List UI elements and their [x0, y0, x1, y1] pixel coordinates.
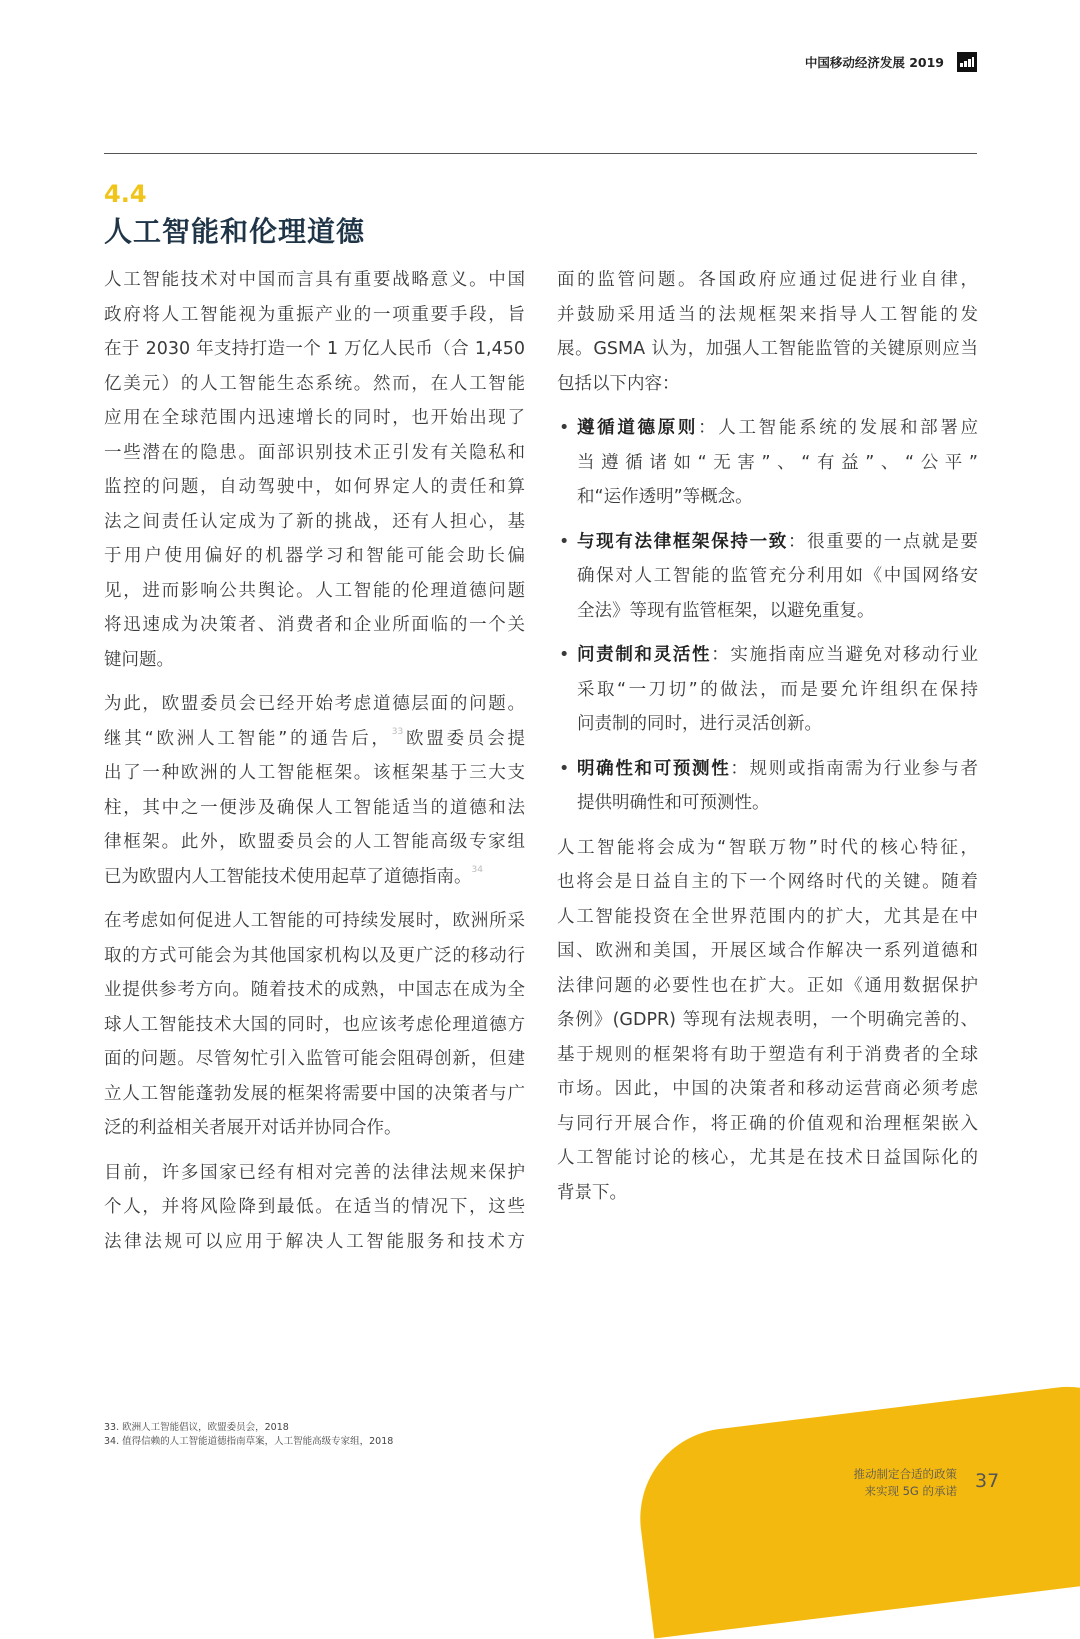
- text-line: [104, 860, 525, 895]
- text-segment: 继其“欧洲人工智能”的通告后，: [104, 728, 392, 749]
- bullet-icon: •: [559, 645, 570, 665]
- footnote: 33. 欧洲人工智能倡议，欧盟委员会，2018: [104, 1422, 289, 1433]
- text-line: 键问题。: [104, 649, 174, 670]
- text-line: 亿美元）的人工智能生态系统。然而，在人工智能: [104, 373, 525, 394]
- bullet-title: 遵循道德原则: [577, 418, 699, 438]
- text-line: 一些潜在的隐患。面部识别技术正引发有关隐私和: [104, 442, 525, 463]
- text-line: [577, 411, 978, 446]
- text-line: 于用户使用偏好的机器学习和智能可能会助长偏: [104, 546, 525, 566]
- left-column: [104, 263, 525, 1269]
- text-line: 国、欧洲和美国，开展区域合作解决一系列道德和: [557, 941, 978, 961]
- text-line: [104, 722, 525, 757]
- bullet-icon: •: [559, 531, 570, 552]
- text-line: 人工智能将会成为“智联万物”时代的核心特征，: [557, 837, 978, 858]
- text-line: 也将会是日益自主的下一个网络时代的关键。随着: [557, 872, 978, 892]
- text-line: 柱，其中之一便涉及确保人工智能适当的道德和法: [104, 797, 525, 818]
- text-line: 律框架。此外，欧盟委员会的人工智能高级专家组: [104, 832, 525, 852]
- bullet-icon: •: [559, 418, 570, 438]
- section-number: 4.4: [104, 180, 147, 208]
- bullet-icon: •: [559, 758, 570, 779]
- text-line: 球人工智能技术大国的同时，也应该考虑伦理道德方: [104, 1014, 525, 1035]
- text-line: 条例》(GDPR) 等现有法规表明，一个明确完善的、: [557, 1010, 978, 1030]
- header-divider: [104, 153, 977, 154]
- section-title: 人工智能和伦理道德: [104, 215, 366, 248]
- text-line: 展。GSMA 认为，加强人工智能监管的关键原则应当: [557, 339, 978, 359]
- text-line: [577, 707, 978, 742]
- text-line: 法律问题的必要性也在扩大。正如《通用数据保护: [557, 975, 978, 996]
- text-line: [577, 594, 978, 629]
- text-line: [577, 525, 978, 560]
- text-line: 出了一种欧洲的人工智能框架。该框架基于三大支: [104, 763, 525, 783]
- text-segment: ：规则或指南需为行业参与者: [730, 758, 979, 779]
- gsma-logo-icon: [957, 52, 977, 72]
- footnote: 34. 值得信赖的人工智能道德指南草案，人工智能高级专家组，2018: [104, 1436, 394, 1447]
- text-line: 在考虑如何促进人工智能的可持续发展时，欧洲所采: [104, 911, 525, 931]
- bullet-item: [557, 411, 978, 515]
- bullet-title: 明确性和可预测性: [577, 758, 731, 779]
- text-segment: 当遵循诸如“无害”、“有益”、“公平”: [577, 452, 978, 473]
- text-line: 并鼓励采用适当的法规框架来指导人工智能的发: [557, 304, 978, 325]
- text-segment: 已为欧盟内人工智能技术使用起草了道德指南。: [104, 866, 472, 887]
- text-segment: 提供明确性和可预测性。: [577, 793, 770, 813]
- text-line: 面的监管问题。各国政府应通过促进行业自律，: [557, 270, 978, 290]
- text-line: 面的问题。尽管匆忙引入监管可能会阻碍创新，但建: [104, 1049, 525, 1069]
- paragraph: [104, 263, 525, 677]
- text-line: 人工智能技术对中国而言具有重要战略意义。中国: [104, 270, 525, 290]
- text-line: [577, 480, 978, 515]
- text-line: [577, 786, 978, 821]
- page-number: 37: [975, 1470, 1000, 1492]
- text-line: 业提供参考方向。随着技术的成熟，中国志在成为全: [104, 980, 525, 1000]
- footnote-ref: 33: [391, 726, 404, 737]
- text-line: 法律法规可以应用于解决人工智能服务和技术方: [104, 1231, 525, 1252]
- bullet-title: 问责制和灵活性: [577, 645, 712, 665]
- text-line: 目前，许多国家已经有相对完善的法律法规来保护: [104, 1162, 525, 1183]
- text-line: [577, 673, 978, 708]
- bullet-item: [557, 638, 978, 742]
- bullet-item: [557, 752, 978, 821]
- text-line: [577, 446, 978, 481]
- text-line: [577, 752, 978, 787]
- text-segment: 全法》等现有监管框架，以避免重复。: [577, 600, 875, 621]
- text-line: 监控的问题，自动驾驶中，如何界定人的责任和算: [104, 477, 525, 497]
- text-segment: ：人工智能系统的发展和部署应: [698, 418, 979, 438]
- paragraph: [104, 904, 525, 1146]
- text-line: 基于规则的框架将有助于塑造有利于消费者的全球: [557, 1044, 978, 1065]
- text-line: [577, 638, 978, 673]
- text-segment: 确保对人工智能的监管充分利用如《中国网络安: [577, 566, 978, 586]
- footer-line: 推动制定合适的政策: [853, 1467, 957, 1481]
- text-line: 政府将人工智能视为重振产业的一项重要手段，旨: [104, 304, 525, 325]
- paragraph: [557, 831, 978, 1211]
- text-line: 见，进而影响公共舆论。人工智能的伦理道德问题: [104, 580, 525, 601]
- text-line: [577, 559, 978, 594]
- text-segment: 采取“一刀切”的做法，而是要允许组织在保持: [577, 679, 978, 700]
- footnotes: [104, 1421, 393, 1449]
- text-segment: ：实施指南应当避免对移动行业: [711, 645, 979, 665]
- footer-accent-shape: [630, 1377, 1080, 1639]
- text-line: 应用在全球范围内迅速增长的同时，也开始出现了: [104, 408, 525, 428]
- running-header: 中国移动经济发展 2019: [804, 55, 944, 70]
- bullet-title: 与现有法律框架保持一致: [577, 531, 788, 552]
- text-segment: 欧盟委员会提: [403, 728, 526, 749]
- text-line: 将迅速成为决策者、消费者和企业所面临的一个关: [104, 615, 525, 635]
- text-line: 为此，欧盟委员会已经开始考虑道德层面的问题。: [104, 694, 525, 714]
- footer-line: 来实现 5G 的承诺: [864, 1484, 957, 1498]
- text-line: 人工智能讨论的核心，尤其是在技术日益国际化的: [557, 1148, 978, 1168]
- bullet-item: [557, 525, 978, 629]
- text-segment: 问责制的同时，进行灵活创新。: [577, 714, 822, 734]
- text-line: 在于 2030 年支持打造一个 1 万亿人民币（合 1,450: [104, 339, 525, 359]
- text-segment: ：很重要的一点就是要: [787, 531, 979, 552]
- text-line: 取的方式可能会为其他国家机构以及更广泛的移动行: [104, 945, 525, 966]
- text-line: 人工智能投资在全世界范围内的扩大，尤其是在中: [557, 906, 978, 927]
- text-line: 个人，并将风险降到最低。在适当的情况下，这些: [104, 1197, 525, 1217]
- text-line: 包括以下内容：: [557, 373, 680, 394]
- text-segment: 和“运作透明”等概念。: [577, 487, 753, 507]
- text-line: 立人工智能蓬勃发展的框架将需要中国的决策者与广: [104, 1083, 525, 1104]
- footer-chapter-title: [854, 1466, 958, 1500]
- text-line: 市场。因此，中国的决策者和移动运营商必须考虑: [557, 1079, 978, 1099]
- right-column: [557, 263, 978, 1220]
- paragraph: [104, 1156, 525, 1260]
- text-line: 法之间责任认定成为了新的挑战，还有人担心，基: [104, 511, 525, 532]
- text-line: 与同行开展合作，将正确的价值观和治理框架嵌入: [557, 1113, 978, 1134]
- paragraph: [557, 263, 978, 401]
- text-line: 背景下。: [557, 1182, 627, 1203]
- text-line: 泛的利益相关者展开对话并协同合作。: [104, 1118, 402, 1138]
- paragraph: [104, 687, 525, 894]
- footnote-ref: 34: [471, 864, 483, 875]
